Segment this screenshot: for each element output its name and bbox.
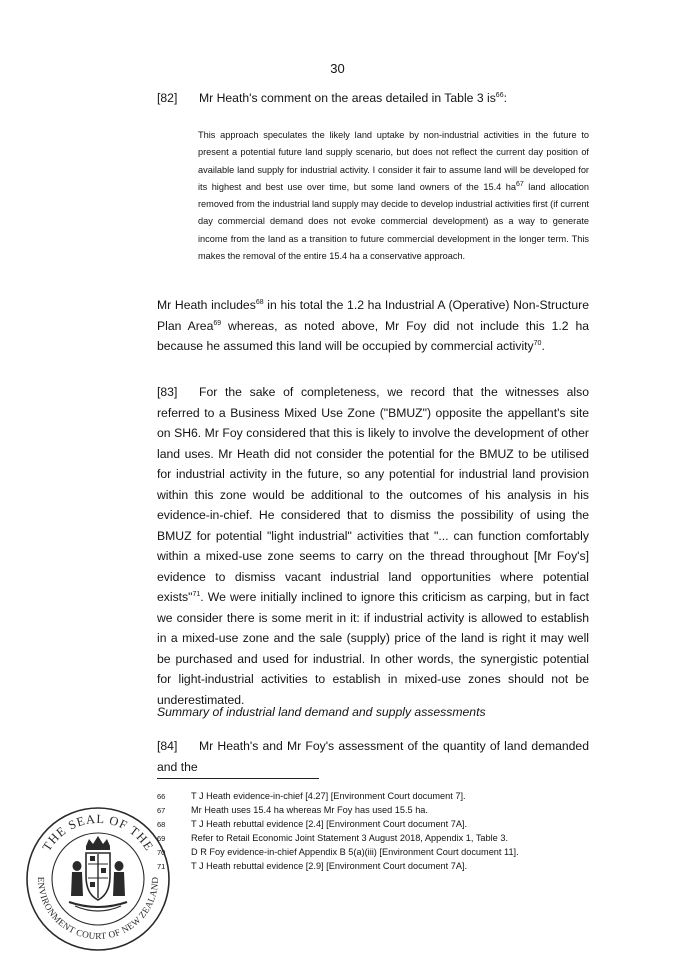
paragraph-text: whereas, as noted above, Mr Foy did not include this 1.2 ha because he assumed this land will be occupied by commercial activity <box>157 318 589 353</box>
footnote <box>157 832 597 846</box>
footnote-ref: 67 <box>515 180 524 188</box>
footnote <box>157 790 597 804</box>
footnotes <box>157 790 597 873</box>
footnote-ref: 66 <box>495 91 504 99</box>
paragraph-text: For the sake of completeness, we record that the witnesses also referred to a Business Mixed Use Zone ("BMUZ") opposite the appellant's site on SH6. Mr Foy considered that this is likely to involve the development of other land uses. Mr Heath did not consider the potential for the BMUZ to be utilised for industrial activity in the future, so any potential for industrial land provision within this zone would be additional to the outcomes of his analysis in his evidence-in-chief. He considered that to dismiss the possibility of using the BMUZ for potential "light industrial" activities that "... can function comfortably within a mixed-use zone seems to carry on the thread throughout [Mr Foy's] evidence to dismiss vacant industrial land opportunities where potential exists" <box>157 385 589 604</box>
footnote-number: 70 <box>157 847 166 857</box>
court-seal <box>25 806 171 952</box>
seal-top-text: THE SEAL OF THE <box>39 811 157 854</box>
paragraph-82 <box>157 88 589 109</box>
footnote-number: 67 <box>157 805 166 815</box>
paragraph-text: in his total the 1.2 ha Industrial A (Operative) Non-Structure Plan Area <box>157 298 589 333</box>
paragraph-text: Mr Heath's and Mr Foy's assessment of the quantity of land demanded and the <box>157 739 589 774</box>
footnote-ref: 68 <box>255 298 264 306</box>
footnote-text: Refer to Retail Economic Joint Statement 3 August 2018, Appendix 1, Table 3. <box>191 832 508 843</box>
footnote <box>157 804 597 818</box>
footnote-number: 68 <box>157 819 166 829</box>
footnote-ref: 70 <box>533 339 542 347</box>
paragraph-84 <box>157 736 589 777</box>
footnote-divider <box>157 778 319 779</box>
footnote-text: T J Heath rebuttal evidence [2.9] [Environment Court document 7A]. <box>191 860 468 871</box>
page-number: 30 <box>330 61 345 76</box>
footnote-text: T J Heath rebuttal evidence [2.4] [Environment Court document 7A]. <box>191 818 468 829</box>
paragraph-text: . <box>541 339 545 353</box>
footnote <box>157 818 597 832</box>
footnote-text: D R Foy evidence-in-chief Appendix B 5(a)(iii) [Environment Court document 11]. <box>191 846 519 857</box>
footnote-ref: 71 <box>192 590 201 598</box>
paragraph-number: [84] <box>157 739 178 753</box>
paragraph-83 <box>157 382 589 710</box>
quote-text: This approach speculates the likely land uptake by non-industrial activities in the future to present a potential future land supply scenario, but does not reflect the current day position of available land supply for industrial activity. I consider it fair to assume land will be developed for its highest and best use over time, but some land owners of the 15.4 ha <box>198 130 589 192</box>
footnote-text: Mr Heath uses 15.4 ha whereas Mr Foy has used 15.5 ha. <box>191 804 428 815</box>
paragraph-number: [82] <box>157 91 178 105</box>
paragraph-text: Mr Heath includes <box>157 298 256 312</box>
quote-text: land allocation removed from the industrial land supply may decide to develop industrial activities first (if current day commercial demand does not evoke commercial development) as a way to generate income from the land as a transition to future commercial development in the longer term. This makes the removal of the entire 15.4 ha a conservative approach. <box>198 181 589 262</box>
footnote-number: 71 <box>157 861 166 871</box>
block-quote <box>198 127 589 265</box>
paragraph-text: : <box>503 91 507 105</box>
footnote-number: 69 <box>157 833 166 843</box>
paragraph-text: Mr Heath's comment on the areas detailed in Table 3 is <box>199 91 496 105</box>
footnote <box>157 860 597 874</box>
footnote-text: T J Heath evidence-in-chief [4.27] [Environment Court document 7]. <box>191 791 466 801</box>
paragraph-heath-includes <box>157 295 589 357</box>
footnote-number: 66 <box>157 792 166 801</box>
seal-bottom-text: ENVIRONMENT COURT OF NEW ZEALAND <box>35 876 161 942</box>
coat-of-arms-icon <box>69 836 127 911</box>
paragraph-text: . We were initially inclined to ignore this criticism as carping, but in fact we consider there is some merit in it: if industrial activity is allowed to establish in a mixed-use zone and the sale (supply) price of the land is right it may well be purchased and used for industrial. In other words, the synergistic potential for light-industrial activities to establish in mixed-use zones should not be underestimated. <box>157 590 589 707</box>
footnote <box>157 846 597 860</box>
footnote-ref: 69 <box>213 319 222 327</box>
section-heading: Summary of industrial land demand and supply assessments <box>157 705 486 719</box>
paragraph-number: [83] <box>157 385 178 399</box>
